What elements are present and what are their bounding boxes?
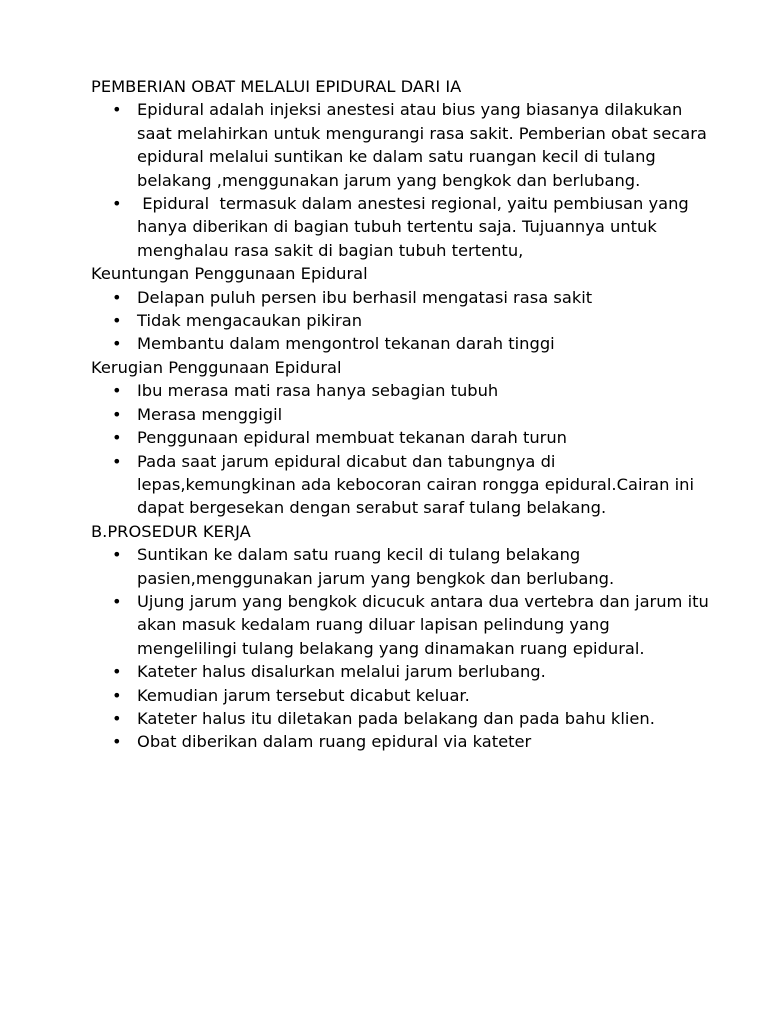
bullet-list-kerugian	[91, 379, 711, 519]
list-item	[91, 403, 711, 426]
section-heading-prosedur-kerja: B.PROSEDUR KERJA	[91, 521, 251, 541]
list-item-text: Ibu merasa mati rasa hanya sebagian tubuh	[137, 381, 499, 401]
list-item-text: Delapan puluh persen ibu berhasil mengatasi rasa sakit	[137, 287, 593, 307]
list-item	[91, 543, 711, 590]
list-item	[91, 707, 711, 730]
section-heading-pemberian-obat: PEMBERIAN OBAT MELALUI EPIDURAL DARI IA	[91, 77, 462, 96]
bullet-icon: •	[112, 545, 122, 565]
list-item-text: Epidural termasuk dalam anestesi regional, yaitu pembiusan yang hanya diberikan di bagian tubuh tertentu saja. Tujuannya untuk menghalau rasa sakit di bagian tubuh tertentu,	[137, 194, 694, 260]
bullet-list-keuntungan	[91, 286, 711, 356]
bullet-icon: •	[112, 662, 122, 682]
list-item-text: Kateter halus disalurkan melalui jarum berlubang.	[137, 662, 546, 682]
bullet-icon: •	[112, 591, 122, 611]
section-heading-kerugian: Kerugian Penggunaan Epidural	[91, 357, 342, 377]
list-item	[91, 730, 711, 753]
list-item-text: Merasa menggigil	[137, 404, 283, 424]
bullet-list-prosedur	[91, 543, 711, 754]
bullet-list-definition	[91, 98, 711, 262]
list-item	[91, 684, 711, 707]
list-item	[91, 286, 711, 309]
bullet-icon: •	[112, 451, 122, 471]
list-item-text: Ujung jarum yang bengkok dicucuk antara dua vertebra dan jarum itu akan masuk kedalam ruang diluar lapisan pelindung yang mengelilingi tulang belakang yang dinamakan ruang epidural.	[137, 591, 709, 658]
list-item-text: Tidak mengacaukan pikiran	[137, 311, 363, 331]
list-item-text: Epidural adalah injeksi anestesi atau bius yang biasanya dilakukan saat melahirkan untuk mengurangi rasa sakit. Pemberian obat secara epidural melalui suntikan ke dalam satu ruangan kecil di tulang belakang ,menggunakan jarum yang bengkok dan berlubang.	[137, 100, 707, 190]
bullet-icon: •	[112, 685, 122, 705]
list-item-text: Membantu dalam mengontrol tekanan darah tinggi	[137, 334, 555, 354]
bullet-icon: •	[112, 404, 122, 424]
list-item	[91, 192, 711, 262]
list-item-text: Kemudian jarum tersebut dicabut keluar.	[137, 685, 470, 705]
list-item	[91, 379, 711, 402]
document-page	[91, 75, 711, 754]
list-item-text: Suntikan ke dalam satu ruang kecil di tulang belakang pasien,menggunakan jarum yang bengkok dan berlubang.	[137, 545, 615, 588]
list-item-text: Penggunaan epidural membuat tekanan darah turun	[137, 428, 567, 448]
bullet-icon: •	[112, 732, 122, 752]
list-item-text: Kateter halus itu diletakan pada belakang dan pada bahu klien.	[137, 708, 655, 728]
list-item	[91, 98, 711, 192]
list-item	[91, 590, 711, 660]
list-item-text: Obat diberikan dalam ruang epidural via kateter	[137, 732, 532, 752]
bullet-icon: •	[112, 428, 122, 448]
list-item-text: Pada saat jarum epidural dicabut dan tabungnya di lepas,kemungkinan ada kebocoran cairan rongga epidural.Cairan ini dapat bergesekan dengan serabut saraf tulang belakang.	[137, 451, 695, 518]
bullet-icon: •	[112, 194, 122, 214]
section-heading-keuntungan: Keuntungan Penggunaan Epidural	[91, 264, 368, 284]
list-item	[91, 660, 711, 683]
bullet-icon: •	[112, 287, 122, 307]
bullet-icon: •	[112, 100, 122, 120]
list-item	[91, 426, 711, 449]
list-item	[91, 332, 711, 355]
bullet-icon: •	[112, 708, 122, 728]
bullet-icon: •	[112, 381, 122, 401]
list-item	[91, 309, 711, 332]
bullet-icon: •	[112, 334, 122, 354]
list-item	[91, 450, 711, 520]
bullet-icon: •	[112, 311, 122, 331]
